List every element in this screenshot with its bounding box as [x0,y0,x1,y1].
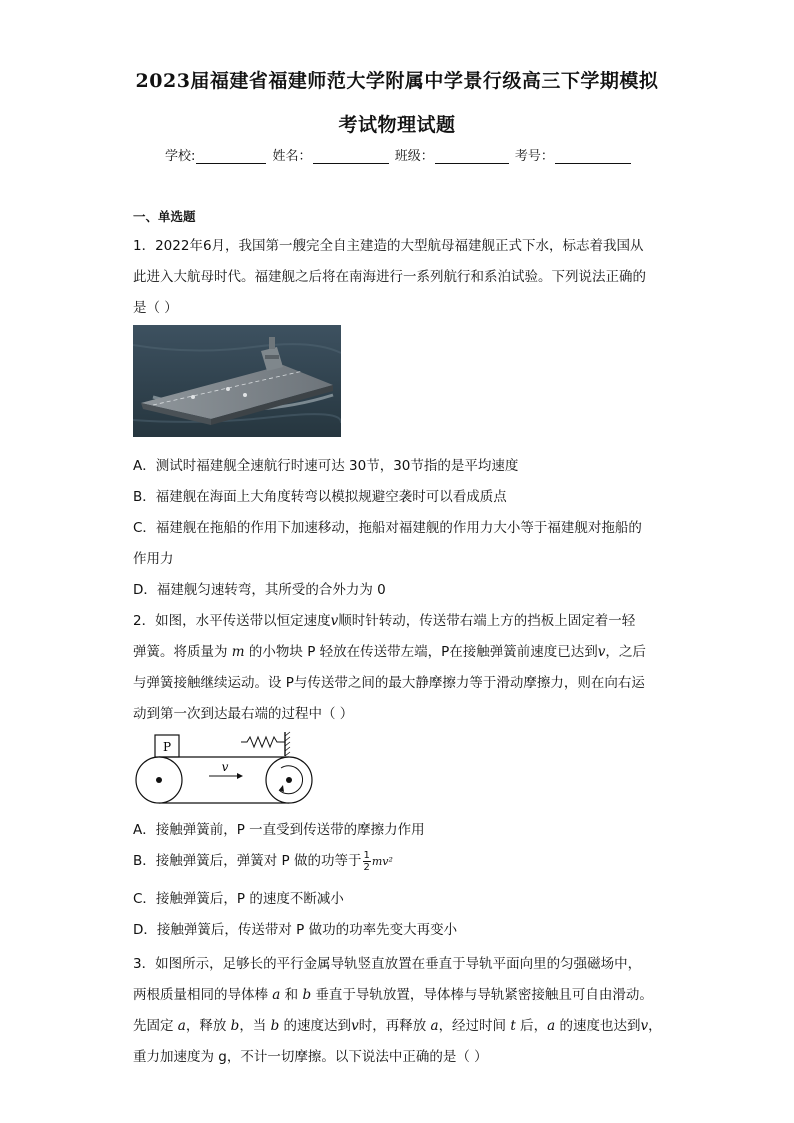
var-a: a [547,1018,556,1034]
q3-text: ，释放 [185,1018,231,1034]
q1-option-d[interactable]: D．福建舰匀速转弯，其所受的合外力为 0 [133,582,386,598]
var-t: t [510,1018,516,1034]
school-label: 学校: [165,149,196,164]
q2-text: 顺时针转动，传送带右端上方的挡板上固定着一轻 [338,613,636,629]
q1-option-b[interactable]: B．福建舰在海面上大角度转弯以模拟规避空袭时可以看成质点 [133,489,507,505]
q3-text: 后， [515,1018,548,1034]
school-blank[interactable] [196,149,266,164]
var-v: v [351,1018,359,1034]
fraction-numerator: 1 [363,849,370,861]
var-v: v [330,613,339,629]
name-label: 姓名： [272,149,312,164]
var-b: b [302,987,312,1003]
q3-text: 和 [280,987,303,1003]
number-blank[interactable] [555,149,631,164]
var-a: a [272,987,281,1003]
aircraft-carrier-image [133,325,341,437]
q1-stem-line1: 1．2022年6月，我国第一艘完全自主建造的大型航母福建舰正式下水，标志着我国从 [133,238,644,254]
q3-text: 时，再释放 [358,1018,431,1034]
student-info-row [165,145,633,164]
conveyor-belt-diagram [133,728,313,806]
velocity-label: v [221,760,229,774]
q2-stem-line3: 与弹簧接触继续运动。设 P与传送带之间的最大静摩擦力等于滑动摩擦力，则在向右运 [133,675,645,691]
q2-text: 弹簧。将质量为 [133,644,232,660]
var-v: v [640,1018,649,1034]
baffle-hatching [285,732,290,756]
q1-option-c[interactable]: C．福建舰在拖船的作用下加速移动，拖船对福建舰的作用力大小等于福建舰对拖船的 [133,520,642,536]
var-b: b [230,1018,240,1034]
exam-title-line1: 2023届福建省福建师范大学附属中学景行级高三下学期模拟 [135,70,659,92]
number-label: 考号： [514,149,554,164]
q3-stem-line1: 3．如图所示，足够长的平行金属导轨竖直放置在垂直于导轨平面向里的匀强磁场中， [133,956,642,972]
q3-stem-line4: 重力加速度为 g，不计一切摩擦。以下说法中正确的是（ ） [133,1049,488,1065]
q3-text: 两根质量相同的导体棒 [133,987,273,1003]
q3-text: ， [648,1018,662,1034]
q2-stem-line2 [133,640,646,660]
q3-text: 先固定 [133,1018,178,1034]
q2-text: 2．如图，水平传送带以恒定速度 [133,613,331,629]
q1-stem-line2: 此进入大航母时代。福建舰之后将在南海进行一系列航行和系泊试验。下列说法正确的 [133,269,646,285]
name-blank[interactable] [313,149,389,164]
kinetic-energy-expr: mv² [371,855,393,868]
fraction-denominator: 2 [363,861,370,873]
section-heading: 一、单选题 [133,209,196,224]
var-v: v [597,644,606,660]
q1-option-a[interactable]: A．测试时福建舰全速航行时速可达 30节，30节指的是平均速度 [133,458,519,474]
class-blank[interactable] [435,149,509,164]
var-a: a [177,1018,186,1034]
spring [241,737,285,747]
q1-stem-line3: 是（ ） [133,300,178,316]
class-label: 班级： [394,149,434,164]
q1-option-c-cont: 作用力 [133,551,174,567]
q2-option-b-text: B．接触弹簧后，弹簧对 P 做的功等于 [133,853,362,869]
q2-option-b[interactable] [133,849,393,873]
q2-option-c[interactable]: C．接触弹簧后，P 的速度不断减小 [133,891,344,907]
exam-title-line2: 考试物理试题 [338,114,456,136]
q2-text: ，之后 [605,644,646,660]
q3-text: ，经过时间 [438,1018,511,1034]
q3-text: 垂直于导轨放置，导体棒与导轨紧密接触且可自由滑动。 [311,987,653,1003]
var-m: m [231,644,245,660]
q2-option-d[interactable]: D．接触弹簧后，传送带对 P 做功的功率先变大再变小 [133,922,458,938]
var-a: a [430,1018,439,1034]
q3-text: 的速度达到 [279,1018,352,1034]
q2-stem-line1 [133,609,635,629]
block-p-label: P [162,740,172,754]
q3-text: 的速度也达到 [555,1018,641,1034]
q2-option-a[interactable]: A．接触弹簧前，P 一直受到传送带的摩擦力作用 [133,822,425,838]
fraction-one-half [363,850,371,873]
q2-text: 的小物块 P 轻放在传送带左端，P在接触弹簧前速度已达到 [244,644,598,660]
q3-stem-line3 [133,1014,662,1034]
q2-stem-line4: 动到第一次到达最右端的过程中（ ） [133,706,354,722]
q3-text: ，当 [239,1018,271,1034]
var-b: b [270,1018,280,1034]
q3-stem-line2 [133,983,653,1003]
